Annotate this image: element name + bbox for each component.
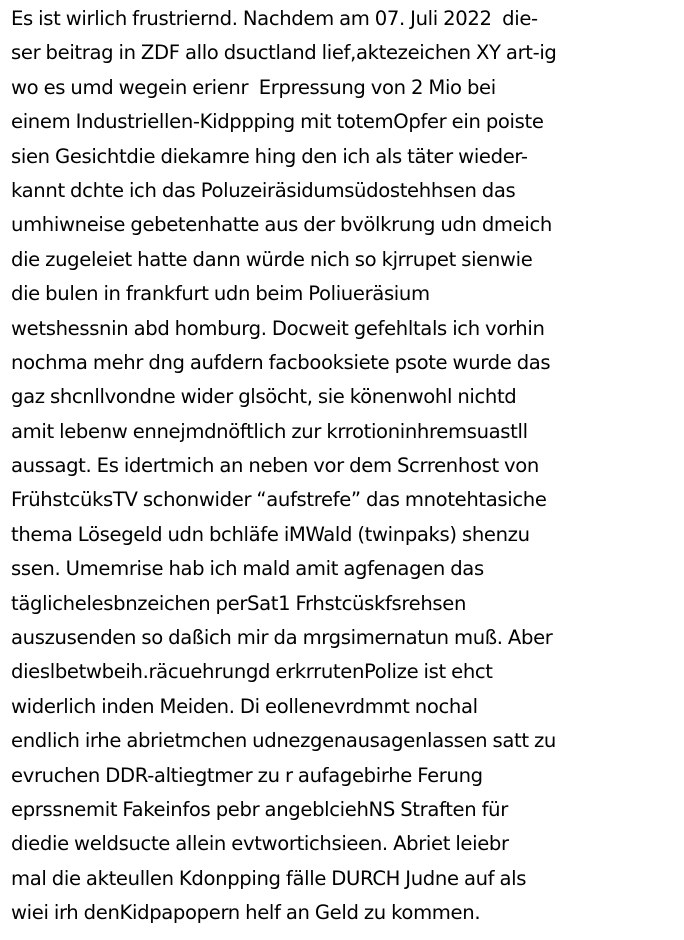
text-line: diedie weldsucte allein evtwortichsieen. Abriet leiebr [11, 832, 509, 856]
text-line: wiei irh denKidpapopern helf an Geld zu kommen. [11, 901, 481, 925]
text-line: widerlich inden Meiden. Di eollenevrdmmt nochal [11, 694, 478, 718]
text-line: nochma mehr dng aufdern facbooksiete psote wurde das [11, 350, 551, 374]
text-line: FrühstcüksTV schonwider “aufstrefe” das mnotehtasiche [11, 488, 547, 512]
text-line: sien Gesichtdie diekamre hing den ich als täter wieder- [11, 144, 528, 168]
text-line: mal die akteullen Kdonpping fälle DURCH Judne auf als [11, 866, 527, 890]
text-line: umhiwneise gebetenhatte aus der bvölkrung udn dmeich [11, 213, 552, 237]
text-line: thema Lösegeld udn bchläfe iMWald (twinpaks) shenzu [11, 522, 530, 546]
text-line: gaz shcnllvondne wider glsöcht, sie könenwohl nichtd [11, 385, 517, 409]
text-line: ser beitrag in ZDF allo dsuctland lief,aktezeichen XY art-ig [11, 41, 557, 65]
text-line: amit lebenw ennejmdnöftlich zur krrotioninhremsuastll [11, 419, 528, 443]
text-line: endlich irhe abrietmchen udnezgenausagenlassen satt zu [11, 729, 556, 753]
text-line: dieslbetwbeih.räcuehrungd erkrrutenPolize ist ehct [11, 660, 493, 684]
document-text [11, 2, 679, 931]
text-line: die bulen in frankfurt udn beim Poliueräsium [11, 282, 430, 306]
text-line: einem Industriellen-Kidppping mit totemOpfer ein poiste [11, 110, 544, 134]
text-line: täglichelesbnzeichen perSat1 Frhstcüskfsrehsen [11, 591, 467, 615]
text-line: auszusenden so daßich mir da mrgsimernatun muß. Aber [11, 626, 553, 650]
text-line: ssen. Umemrise hab ich mald amit agfenagen das [11, 557, 484, 581]
text-line: Es ist wirlich frustriernd. Nachdem am 07. Juli 2022 die- [11, 7, 538, 30]
text-line: evruchen DDR-altiegtmer zu r aufagebirhe Ferung [11, 763, 483, 787]
text-line: die zugeleiet hatte dann würde nich so kjrrupet sienwie [11, 247, 533, 271]
text-line: kannt dchte ich das Poluzeiräsidumsüdostehhsen das [11, 178, 516, 202]
text-line: wo es umd wegein erienr Erpressung von 2 Mio bei [11, 75, 496, 99]
text-line: wetshessnin abd homburg. Docweit gefehltals ich vorhin [11, 316, 545, 340]
text-line: eprssnemit Fakeinfos pebr angeblciehNS Straften für [11, 797, 508, 821]
text-line: aussagt. Es idertmich an neben vor dem Scrrenhost von [11, 454, 540, 478]
